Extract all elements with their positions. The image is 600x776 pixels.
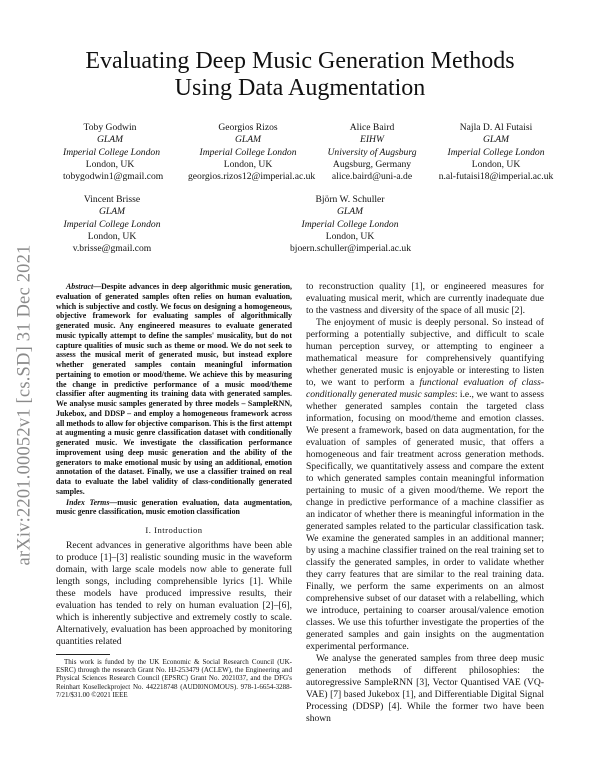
author-block: [188, 122, 316, 183]
author-email: n.al-futaisi18@imperial.ac.uk: [438, 171, 554, 183]
author-email: tobygodwin1@gmail.com: [63, 171, 164, 183]
author-name: Björn W. Schuller: [315, 194, 385, 205]
title-line-2: Using Data Augmentation: [174, 75, 426, 101]
author-group: GLAM: [234, 134, 262, 146]
author-location: London, UK: [471, 158, 521, 170]
author-location: London, UK: [325, 230, 375, 242]
abstract-label: Abstract: [66, 282, 94, 291]
left-column: [56, 282, 292, 648]
author-location: Augsburg, Germany: [332, 158, 412, 170]
author-name: Vincent Brisse: [83, 194, 141, 205]
index-terms: [56, 498, 292, 518]
author-email: georgios.rizos12@imperial.ac.uk: [188, 171, 316, 183]
author-email: v.brisse@gmail.com: [72, 243, 152, 255]
author-group: GLAM: [482, 134, 510, 146]
author-institution: Imperial College London: [63, 146, 160, 158]
author-block: [322, 122, 422, 183]
body-text: The enjoyment of music is deeply personal. So instead of performing a potentially subjective, and difficult to scale human perception survey, or attempting to engineer a mathematical measure for comprehensively quantifying whether generated music is enjoyable or interesting to listen to, we want to perform a: [306, 317, 544, 388]
index-terms-text: —music generation evaluation, data augmentation, music genre classification, music emotion classification: [56, 497, 293, 517]
author-group: GLAM: [336, 206, 364, 218]
body-paragraph: We analyse the generated samples from three deep music generation methods of different philosophies: the autoregressive SampleRNN [3], Vector Quantised VAE (VQ-VAE) [7] based Jukebox [1], and Differentiable Digital Signal Processing (DDSP) [4]. While the former two have been shown: [306, 653, 544, 724]
paper-title: [60, 48, 540, 102]
abstract-text: —Despite advances in deep algorithmic music generation, evaluation of generated samples often relies on human evaluation, which is subjective and costly. We focus on designing a homogeneous, objective framework for evaluating samples of algorithmically generated music. Any engineered measures to evaluate generated music typically attempt to define the samples' musicality, but do not capture qualities of music such as theme or mood. We do not seek to assess the musical merit of generated music, but instead explore whether generated samples contain meaningful information pertaining to emotion or mood/theme. We achieve this by measuring the change in predictive performance of a music mood/theme classifier after augmenting its training data with generated samples. We analyse music samples generated by three models – SampleRNN, Jukebox, and DDSP – and employ a homogeneous framework across all methods to allow for objective comparison. This is the first attempt at augmenting a music genre classification dataset with conditionally generated music. We investigate the classification performance improvement using deep music generation and the ability of the generators to make emotional music by using an additional, emotion annotation of the dataset. Finally, we use a classifier trained on real data to evaluate the label validity of class-conditionally generated samples.: [56, 282, 292, 496]
index-terms-label: Index Terms: [66, 497, 110, 507]
author-name: Georgios Rizos: [218, 122, 278, 133]
author-block: [290, 194, 410, 255]
footnote: This work is funded by the UK Economic & Social Research Council (UK-ESRC) through the research Grant No. HJ-253479 (ACLEW), the Engineering and Physical Sciences Research Council (EPSRC) Grant No. 2021037, and the DFG's Reinhart Koselleckproject No. 442218748 (AUDI0NOMOUS). 978-1-6654-3288-7/21/$31.00 ©2021 IEEE: [56, 658, 292, 699]
body-paragraph: [306, 317, 544, 653]
body-paragraph: to reconstruction quality [1], or engineered measures for evaluating musical merit, which are currently inadequate due to the vastness and diversity of the space of all music [2].: [306, 281, 544, 316]
arxiv-sidebar: [8, 215, 42, 595]
author-institution: Imperial College London: [63, 218, 161, 230]
author-location: London, UK: [85, 158, 135, 170]
abstract: [56, 282, 292, 497]
author-institution: Imperial College London: [447, 146, 545, 158]
author-group: GLAM: [96, 134, 124, 146]
author-block: [63, 122, 164, 183]
author-block: [436, 122, 556, 183]
author-location: London, UK: [87, 230, 137, 242]
section-heading: I. Introduction: [145, 525, 203, 535]
author-block: [62, 194, 162, 255]
arxiv-identifier: arXiv:2201.00052v1 [cs.SD] 31 Dec 2021: [14, 244, 35, 566]
right-column: [306, 281, 544, 725]
author-email: bjoern.schuller@imperial.ac.uk: [290, 243, 411, 255]
title-line-1: Evaluating Deep Music Generation Methods: [85, 48, 515, 74]
author-institution: Imperial College London: [199, 146, 297, 158]
author-location: London, UK: [223, 158, 273, 170]
author-email: alice.baird@uni-a.de: [331, 171, 413, 183]
author-name: Toby Godwin: [83, 122, 137, 133]
body-text: : i.e., we want to assess whether generated samples contain the targeted class information, focusing on mood/theme and emotion classes. We present a framework, based on data augmentation, for the evaluation of samples of generated music, that offers a homogeneous and fair treatment across generation methods. Specifically, we quantitatively assess and compare the extent to which generated samples contain meaningful information pertaining to music of a given mood/theme. We report the change in predictive performance of a machine classifier as an indicator of whether there is meaningful information in the generated samples related to the particular classification task. We examine the generated samples in an additional manner; by using a machine classifier trained on the real training set to classify the generated samples, in order to validate whether they carry features that are similar to the real training data. Finally, we perform the same experiments on an almost comprehensive subset of our dataset with a relabelling, which we introduce, pertaining to coarser arousal/valence emotion classes. We use this tofurther investigate the properties of the generated samples and gain insights on the augmentation experimental performance.: [306, 389, 544, 652]
author-group: EIHW: [360, 134, 384, 146]
author-name: Najla D. Al Futaisi: [459, 122, 533, 133]
intro-paragraph: Recent advances in generative algorithms have been able to produce [1]–[3] realistic sounding music in the waveform domain, with large scale models now able to generate full length songs, including comprehensible lyrics [1]. While these models have produced impressive results, their evaluation has tended to rely on human evaluation [2]–[6], which is inherently subjective and extremely costly to scale. Alternatively, evaluation has been approached by monitoring quantities related: [56, 540, 292, 647]
author-institution: Imperial College London: [301, 218, 399, 230]
footnote-divider: [56, 654, 110, 655]
author-group: GLAM: [98, 206, 126, 218]
author-institution: University of Augsburg: [327, 146, 417, 158]
author-name: Alice Baird: [349, 122, 395, 133]
emphasis-text: functional evaluation of class-conditionally generated music samples: [306, 377, 545, 400]
